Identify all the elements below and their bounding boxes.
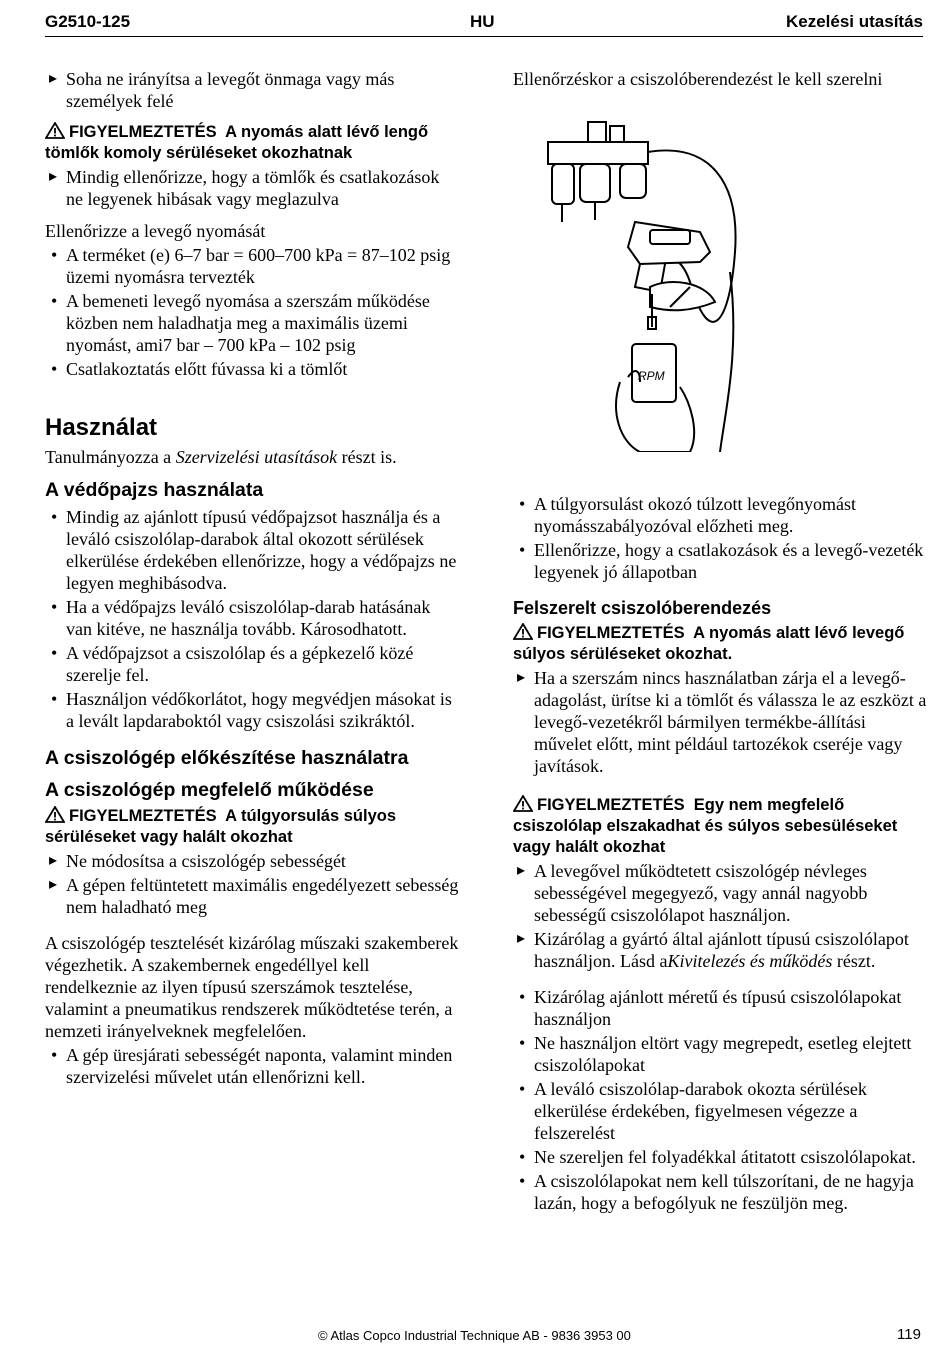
check-note: Ellenőrzéskor a csiszolóberendezést le kell szerelni bbox=[513, 69, 883, 89]
list-item: • Kizárólag ajánlott méretű és típusú csiszolólapokat használjon bbox=[513, 986, 928, 1030]
list-item: • A gép üresjárati sebességét naponta, valamint minden szervizelési művelet után ellenőrizni kell. bbox=[45, 1044, 460, 1088]
instruction-item: ▸ Kizárólag a gyártó által ajánlott típusú csiszolólapot használjon. Lásd aKivitelezés és működés részt. bbox=[513, 928, 928, 972]
instruction-item: ▸ A gépen feltüntetett maximális engedélyezett sebesség nem haladható meg bbox=[45, 874, 460, 918]
warning-label: FIGYELMEZTETÉS bbox=[537, 624, 685, 642]
page-number: 119 bbox=[897, 1326, 921, 1343]
instruction-item: ▸ Ne módosítsa a csiszológép sebességét bbox=[45, 850, 460, 872]
warning-hose bbox=[45, 122, 460, 164]
section-title-mounted: Felszerelt csiszolóberendezés bbox=[513, 598, 772, 618]
instruction-item: ▸ A levegővel működtetett csiszológép névleges sebességével megegyező, vagy annál nagyobb sebességű csiszolólapot használjon. bbox=[513, 860, 928, 926]
warning-label: FIGYELMEZTETÉS bbox=[69, 807, 217, 825]
section-title-proper: A csiszológép megfelelő működése bbox=[45, 779, 374, 801]
page-header bbox=[45, 10, 923, 37]
warning-triangle-icon bbox=[513, 795, 533, 812]
list-item: • A védőpajzsot a csiszolólap és a gépkezelő közé szerelje fel. bbox=[45, 642, 460, 686]
warning-text: A túlgyorsulás súlyos sérüléseket vagy halált okozhat bbox=[45, 807, 397, 846]
left-column bbox=[45, 68, 460, 1098]
instruction-item: ▸ Mindig ellenőrizze, hogy a tömlők és csatlakozások ne legyenek hibásak vagy meglazulva bbox=[45, 166, 460, 210]
instruction-item: ▸ Ha a szerszám nincs használatban zárja el a levegő-adagolást, ürítse ki a tömlőt és válassza le az eszközt a levegő-vezetékről bármilyen termékbe-állítási művelet előtt, mint például tartozékok cseréje vagy javítások. bbox=[513, 667, 928, 777]
instruction-item: ▸ Soha ne irányítsa a levegőt önmaga vagy más személyek felé bbox=[45, 68, 460, 112]
list-item: • Ne szereljen fel folyadékkal átitatott csiszolólapokat. bbox=[513, 1146, 928, 1168]
warning-triangle-icon bbox=[45, 122, 65, 139]
right-column-lower bbox=[513, 493, 928, 1224]
warning-pressure bbox=[513, 623, 928, 665]
list-item: • Használjon védőkorlátot, hogy megvédjen másokat is a levált lapdaraboktól vagy csiszolási szikráktól. bbox=[45, 688, 460, 732]
warning-label: FIGYELMEZTETÉS bbox=[537, 796, 685, 814]
list-item: • Csatlakoztatás előtt fúvassa ki a tömlőt bbox=[45, 358, 460, 380]
list-item: • A terméket (e) 6–7 bar = 600–700 kPa = 87–102 psig üzemi nyomásra tervezték bbox=[45, 244, 460, 288]
pressure-intro: Ellenőrizze a levegő nyomását bbox=[45, 221, 266, 241]
grinder-test-illustration bbox=[540, 112, 750, 452]
list-item: • Ne használjon eltört vagy megrepedt, esetleg elejtett csiszolólapokat bbox=[513, 1032, 928, 1076]
warning-triangle-icon bbox=[45, 806, 65, 823]
warning-text: A nyomás alatt lévő lengő tömlők komoly sérüléseket okozhatnak bbox=[45, 123, 429, 162]
section-title-guard: A védőpajzs használata bbox=[45, 479, 264, 501]
test-paragraph: A csiszológép tesztelését kizárólag műszaki szakemberek végezhetik. A szakembernek engedéllyel kell rendelkeznie az ilyen típusú szerszámok tesztelése, valamint a pneumatikus rendszerek működtetése terén, a nemzeti irányelveknek megfelelően. bbox=[45, 933, 459, 1041]
language-code: HU bbox=[470, 12, 495, 31]
doc-title: Kezelési utasítás bbox=[785, 12, 923, 31]
list-item: • Mindig az ajánlott típusú védőpajzsot használja és a leváló csiszolólap-darabok által okozott sérülések elkerülése érdekében ellenőrizze, hogy a védőpajzs ne legyen meghibásodva. bbox=[45, 506, 460, 594]
warning-text: A nyomás alatt lévő levegő súlyos sérüléseket okozhat. bbox=[513, 624, 905, 663]
section-title-use: Használat bbox=[45, 414, 158, 441]
list-item: • Ha a védőpajzs leváló csiszolólap-darab hatásának van kitéve, ne használja tovább. Károsodhatott. bbox=[45, 596, 460, 640]
list-item: • A túlgyorsulást okozó túlzott levegőnyomást nyomásszabályozóval előzheti meg. bbox=[513, 493, 928, 537]
warning-wheel bbox=[513, 795, 928, 858]
warning-triangle-icon bbox=[513, 623, 533, 640]
warning-text: Egy nem megfelelő csiszolólap elszakadhat és súlyos sebesüléseket vagy halált okozhat bbox=[513, 796, 898, 856]
right-column bbox=[513, 68, 928, 100]
list-item: • Ellenőrizze, hogy a csatlakozások és a levegő-vezeték legyenek jó állapotban bbox=[513, 539, 928, 583]
list-item: • A csiszolólapokat nem kell túlszorítani, de ne hagyja lazán, hogy a befogólyuk ne feszüljön meg. bbox=[513, 1170, 928, 1214]
rpm-label: RPM bbox=[638, 369, 665, 383]
section-title-prep: A csiszológép előkészítése használatra bbox=[45, 747, 409, 769]
footer-copyright: © Atlas Copco Industrial Technique AB - 9836 3953 00 bbox=[318, 1328, 631, 1343]
study-reference: Tanulmányozza a Szervizelési utasítások részt is. bbox=[45, 447, 397, 467]
warning-overspeed bbox=[45, 806, 460, 848]
list-item: • A bemeneti levegő nyomása a szerszám működése közben nem haladhatja meg a maximális üzemi nyomást, ami7 bar – 700 kPa – 102 psig bbox=[45, 290, 460, 356]
warning-label: FIGYELMEZTETÉS bbox=[69, 123, 217, 141]
list-item: • A leváló csiszolólap-darabok okozta sérülések elkerülése érdekében, figyelmesen végezze a felszerelést bbox=[513, 1078, 928, 1144]
doc-id: G2510-125 bbox=[45, 12, 131, 31]
